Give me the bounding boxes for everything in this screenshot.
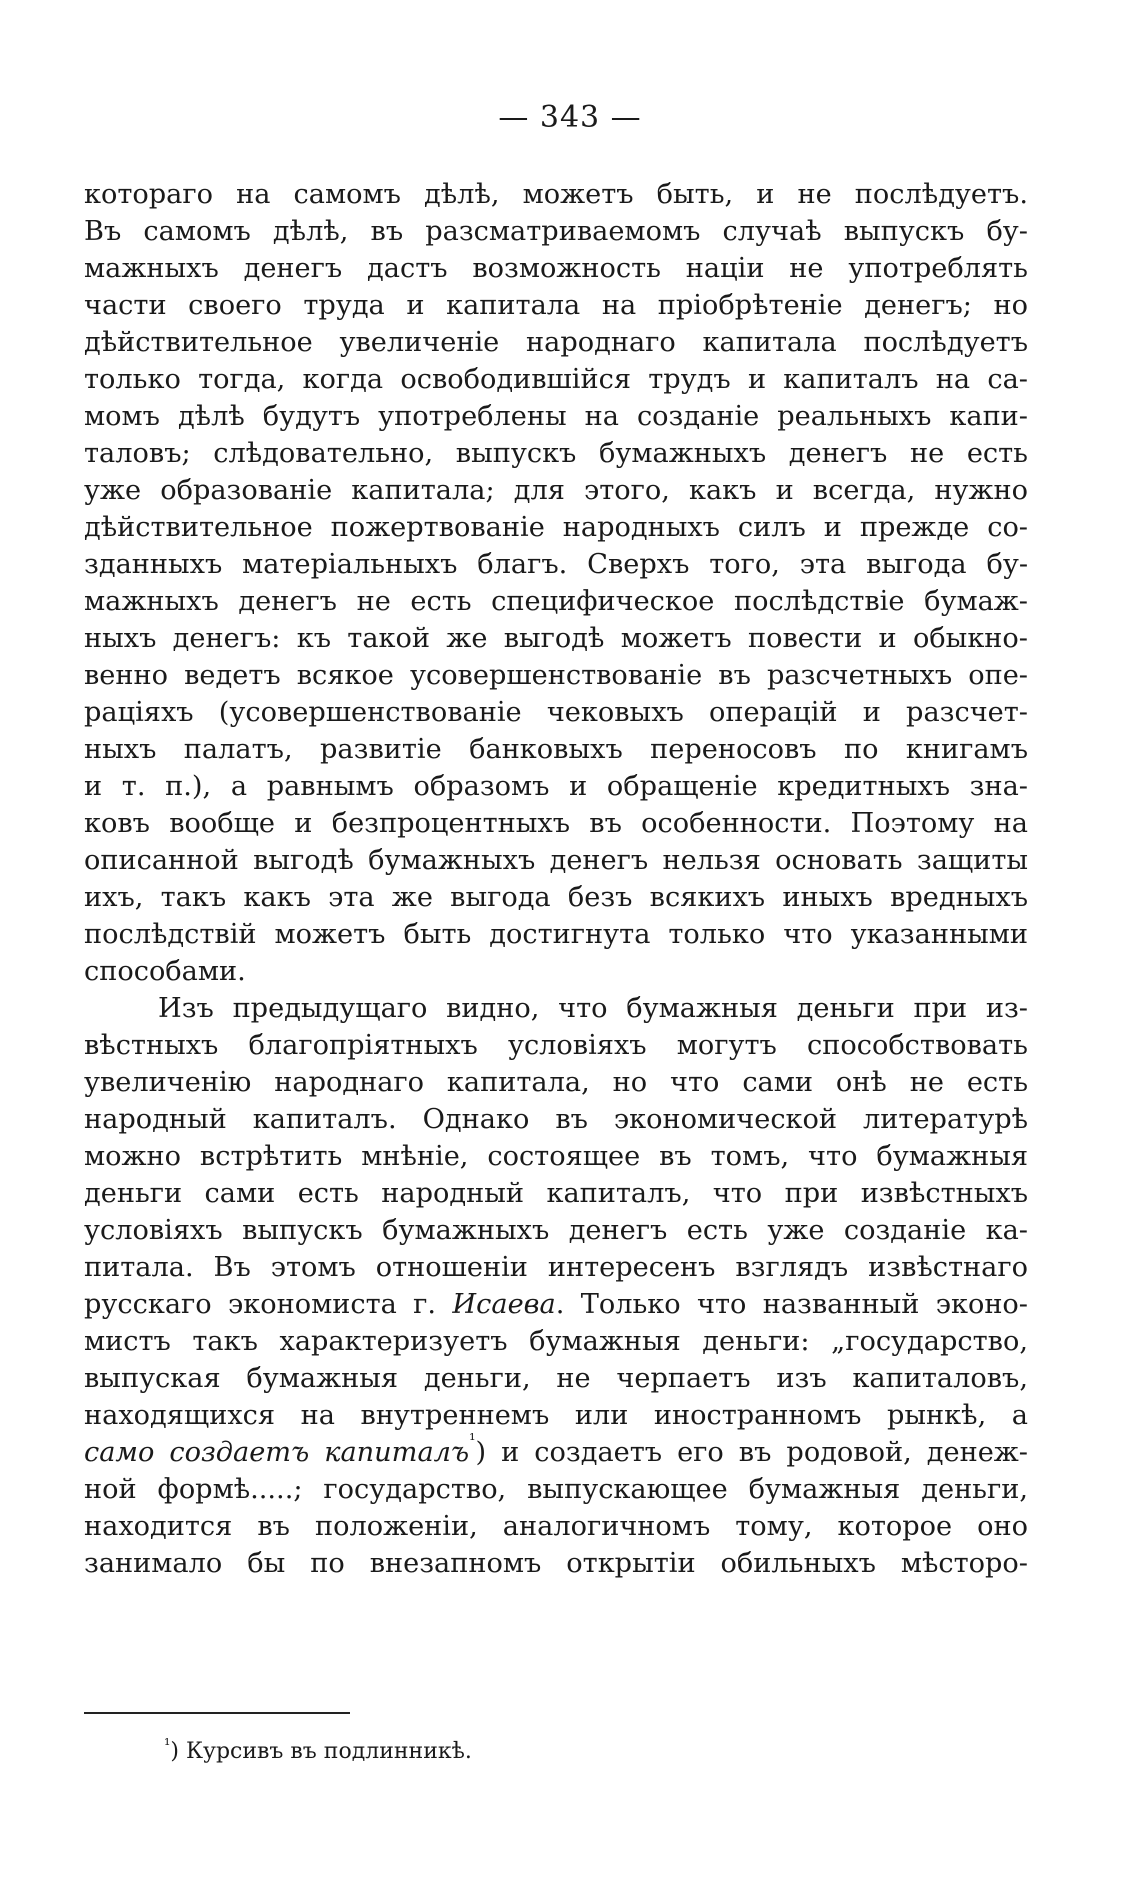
text-line: описанной выгодѣ бумажныхъ денегъ нельзя основать защиты xyxy=(84,845,1028,876)
text-line: деньги сами есть народный капиталъ, что при извѣстныхъ xyxy=(84,1178,1028,1209)
text-line: котораго на самомъ дѣлѣ, можетъ быть, и не послѣдуетъ. xyxy=(84,179,1028,210)
text-line: момъ дѣлѣ будутъ употреблены на созданіе реальныхъ капи- xyxy=(84,401,1028,432)
text-line: зданныхъ матеріальныхъ благъ. Сверхъ того, эта выгода бу- xyxy=(84,549,1028,580)
text-line: ковъ вообще и безпроцентныхъ въ особенности. Поэтому на xyxy=(84,808,1028,839)
text-line: питала. Въ этомъ отношеніи интересенъ взглядъ извѣстнаго xyxy=(84,1252,1028,1283)
footnote-ref: ¹ xyxy=(469,1430,476,1449)
text-line: Въ самомъ дѣлѣ, въ разсматриваемомъ случаѣ выпускъ бу- xyxy=(84,216,1028,247)
text-line-italic-quote xyxy=(84,1430,1028,1471)
text-line: мистъ такъ характеризуетъ бумажныя деньги: „государство, xyxy=(84,1326,1028,1357)
text-line: ныхъ денегъ: къ такой же выгодѣ можетъ повести и обыкно- xyxy=(84,623,1028,654)
text-line: дѣйствительное увеличеніе народнаго капитала послѣдуетъ xyxy=(84,327,1028,358)
text-line: раціяхъ (усовершенствованіе чековыхъ операцій и разсчет- xyxy=(84,697,1028,728)
text-line: ихъ, такъ какъ эта же выгода безъ всякихъ иныхъ вредныхъ xyxy=(84,882,1028,913)
text-line: ныхъ палатъ, развитіе банковыхъ переносовъ по книгамъ xyxy=(84,734,1028,765)
italic-name: Исаева xyxy=(452,1289,556,1320)
footnote-text: ) Курсивъ въ подлинникѣ. xyxy=(170,1739,472,1764)
text-line: венно ведетъ всякое усовершенствованіе въ разсчетныхъ опе- xyxy=(84,660,1028,691)
text-line: ной формѣ.....; государство, выпускающее бумажныя деньги, xyxy=(84,1474,1028,1505)
text-line: и т. п.), а равнымъ образомъ и обращеніе кредитныхъ зна- xyxy=(84,771,1028,802)
text-line: мажныхъ денегъ не есть специфическое послѣдствіе бумаж- xyxy=(84,586,1028,617)
text-line: таловъ; слѣдовательно, выпускъ бумажныхъ денегъ не есть xyxy=(84,438,1028,469)
text-line: условіяхъ выпускъ бумажныхъ денегъ есть уже созданіе ка- xyxy=(84,1215,1028,1246)
text-line: занимало бы по внезапномъ открытіи обильныхъ мѣсторо- xyxy=(84,1548,1028,1579)
paragraph-2 xyxy=(84,990,1028,1582)
text-line: можно встрѣтить мнѣніе, состоящее въ томъ, что бумажныя xyxy=(84,1141,1028,1172)
page-number: — 343 — xyxy=(498,100,642,135)
text-line: находится въ положеніи, аналогичномъ тому, которое оно xyxy=(84,1511,1028,1542)
text-line: находящихся на внутреннемъ или иностранномъ рынкѣ, а xyxy=(84,1400,1028,1431)
paragraph-1 xyxy=(84,176,1028,990)
text-line: выпуская бумажныя деньги, не черпаетъ изъ капиталовъ, xyxy=(84,1363,1028,1394)
footnote-marker: ¹ xyxy=(164,1735,171,1754)
text-line: народный капиталъ. Однако въ экономической литературѣ xyxy=(84,1104,1028,1135)
text-line: дѣйствительное пожертвованіе народныхъ силъ и прежде со- xyxy=(84,512,1028,543)
body-text xyxy=(84,176,1028,1582)
text-line-isaev xyxy=(84,1286,1028,1323)
text-line: Изъ предыдущаго видно, что бумажныя деньги при из- xyxy=(158,993,1028,1024)
text-line: уже образованіе капитала; для этого, какъ и всегда, нужно xyxy=(84,475,1028,506)
text-run: ) и создаетъ его въ родовой, денеж- xyxy=(475,1437,1028,1468)
text-line: только тогда, когда освободившійся трудъ и капиталъ на са- xyxy=(84,364,1028,395)
text-line: части своего труда и капитала на пріобрѣтеніе денегъ; но xyxy=(84,290,1028,321)
text-line: вѣстныхъ благопріятныхъ условіяхъ могутъ способствовать xyxy=(84,1030,1028,1061)
text-line: увеличенію народнаго капитала, но что сами онѣ не есть xyxy=(84,1067,1028,1098)
footnote xyxy=(164,1735,472,1764)
footnote-divider xyxy=(84,1712,350,1714)
text-run: русскаго экономиста г. xyxy=(84,1289,453,1320)
text-line: послѣдствій можетъ быть достигнута только что указанными xyxy=(84,919,1028,950)
text-line: способами. xyxy=(84,956,246,987)
italic-phrase: само создаетъ капиталъ xyxy=(84,1437,470,1468)
text-line: мажныхъ денегъ дастъ возможность націи не употреблять xyxy=(84,253,1028,284)
text-run: . Только что названный эконо- xyxy=(555,1289,1028,1320)
